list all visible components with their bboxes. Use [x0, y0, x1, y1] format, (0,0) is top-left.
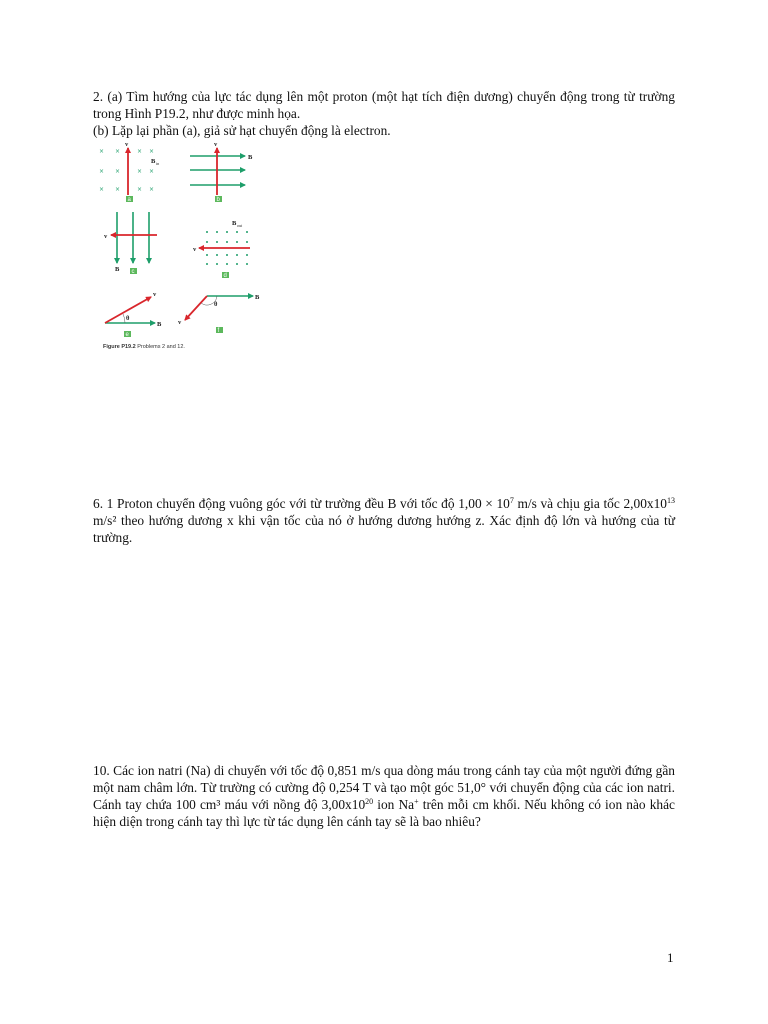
- svg-text:×: ×: [137, 168, 143, 175]
- panel-label-e: e: [125, 332, 129, 338]
- v-label-e: v: [153, 291, 157, 298]
- svg-text:×: ×: [115, 148, 121, 155]
- problem-2: [93, 88, 675, 139]
- svg-text:×: ×: [99, 186, 105, 193]
- panel-label-a: a: [127, 197, 131, 203]
- b-label-a: B: [151, 158, 156, 165]
- problem-10-exp-1: 20: [365, 797, 374, 806]
- problem-6-text-3: m/s² theo hướng dương x khi vận tốc của nó ở hướng dương hướng z. Xác định độ lớn và hướng của từ trường.: [93, 513, 675, 545]
- problem-2-line-a: 2. (a) Tìm hướng của lực tác dụng lên một proton (một hạt tích điện dương) chuyển động trong từ trường trong Hình P19.2, như được minh họa.: [93, 89, 675, 121]
- problem-6-exp-2: 13: [666, 496, 675, 505]
- panel-label-b: b: [216, 197, 220, 203]
- problem-10-text-2: ion Na: [373, 797, 415, 812]
- figure-p19-2: [95, 138, 275, 354]
- panel-c: [104, 212, 157, 275]
- b-in-crosses: [99, 148, 154, 193]
- velocity-arrow-f: [185, 296, 207, 320]
- b-label-b: B: [248, 154, 253, 161]
- problem-6-exp-1: 7: [509, 496, 514, 505]
- v-label-d: v: [193, 246, 197, 253]
- figure-svg: [95, 138, 275, 354]
- panel-d: [193, 220, 250, 279]
- v-label-c: v: [104, 233, 108, 240]
- v-label-b: v: [214, 141, 218, 148]
- b-label-f: B: [255, 294, 260, 301]
- v-label-f: v: [178, 319, 182, 326]
- theta-label-f: θ: [214, 301, 218, 308]
- problem-10-text-3: trên mỗi cm khối. Nếu không có ion nào khác hiện diện trong cánh tay thì lực từ tác dụng lên cánh tay sẽ là bao nhiêu?: [93, 797, 675, 829]
- figure-caption: Figure P19.2 Problems 2 and 12.: [103, 344, 185, 350]
- panel-b: [190, 141, 253, 203]
- b-in-subscript: in: [156, 161, 160, 166]
- svg-text:×: ×: [115, 186, 121, 193]
- panel-label-c: c: [131, 269, 135, 275]
- panel-label-f: f: [217, 328, 220, 334]
- problem-6-text-1: 6. 1 Proton chuyển động vuông góc với từ trường đều B với tốc độ 1,00 × 10: [93, 496, 510, 511]
- problem-10-text-1: 10. Các ion natri (Na) di chuyển với tốc độ 0,851 m/s qua dòng máu trong cánh tay của một người đứng gần một nam châm lớn. Từ trường có cường độ 0,254 T và tạo một góc 51,0° với chuyển động của các ion natri. Cánh tay chứa 100 cm³ máu với nồng độ 3,00x10: [93, 763, 675, 812]
- problem-6-text-2: m/s và chịu gia tốc 2,00x10: [513, 496, 667, 511]
- svg-text:×: ×: [137, 186, 143, 193]
- b-out-subscript: out: [237, 223, 243, 228]
- svg-text:×: ×: [99, 148, 105, 155]
- panel-f: [178, 294, 260, 334]
- problem-10-exp-2: +: [414, 797, 419, 806]
- panel-a: [99, 141, 159, 203]
- theta-label-e: θ: [126, 315, 130, 322]
- problem-2-line-b: (b) Lặp lại phần (a), giả sử hạt chuyển động là electron.: [93, 123, 391, 138]
- svg-text:×: ×: [149, 186, 155, 193]
- b-label-c: B: [115, 266, 120, 273]
- v-label-a: v: [125, 141, 129, 148]
- svg-text:×: ×: [137, 148, 143, 155]
- page-number: 1: [667, 950, 674, 965]
- problem-10: [93, 762, 675, 830]
- svg-text:×: ×: [99, 168, 105, 175]
- b-label-e: B: [157, 321, 162, 328]
- svg-text:×: ×: [149, 168, 155, 175]
- b-label-d: B: [232, 220, 237, 227]
- panel-label-d: d: [223, 273, 227, 279]
- panel-e: [105, 291, 162, 338]
- svg-text:×: ×: [115, 168, 121, 175]
- svg-text:×: ×: [149, 148, 155, 155]
- problem-6: [93, 495, 675, 546]
